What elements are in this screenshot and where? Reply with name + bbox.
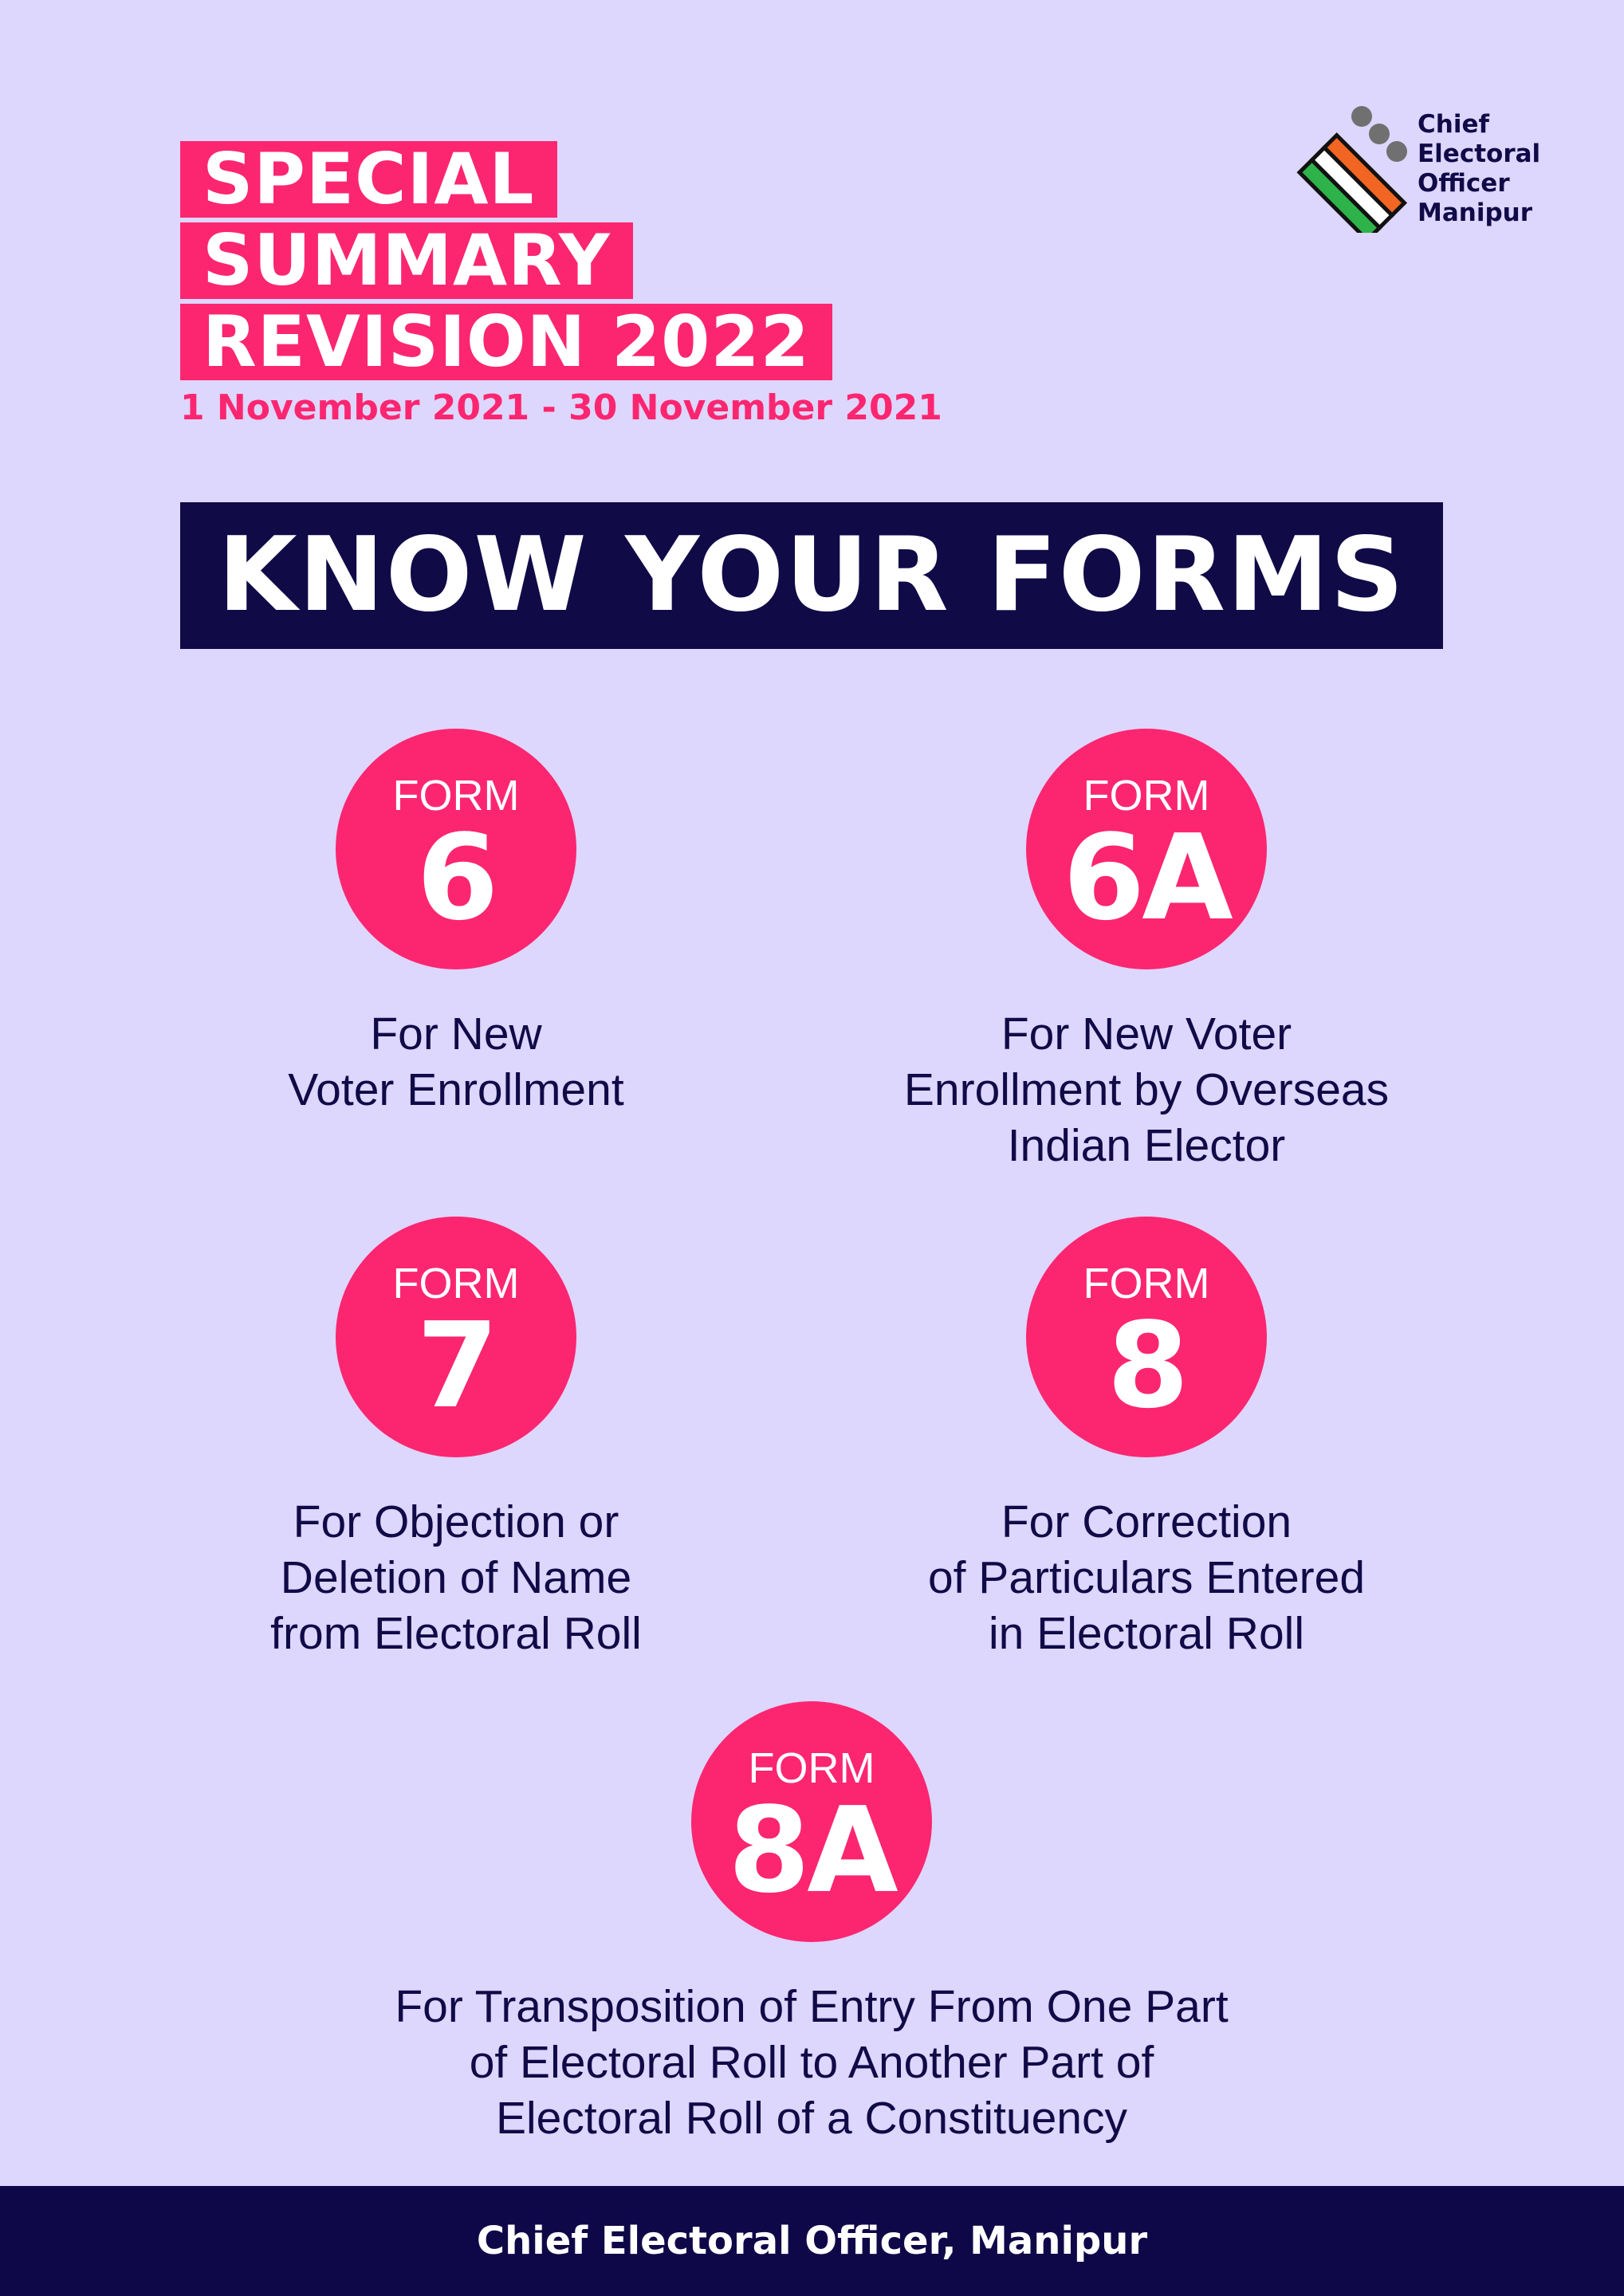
- form-7-card: [177, 1217, 735, 1661]
- description-line: in Electoral Roll: [989, 1608, 1304, 1659]
- description-line: Indian Elector: [1007, 1120, 1286, 1171]
- form-badge: [1026, 1217, 1267, 1457]
- form-number: 6A: [1063, 809, 1230, 946]
- title-line-revision: REVISION 2022: [180, 304, 832, 380]
- form-number: 6: [416, 809, 496, 946]
- form-label: FORM: [1083, 772, 1210, 820]
- form-badge: [336, 729, 576, 969]
- description-line: For Correction: [1001, 1496, 1292, 1547]
- form-badge: [1026, 729, 1267, 969]
- form-8a-card: [333, 1701, 1290, 2146]
- form-number: 8: [1107, 1297, 1186, 1434]
- title-line-special: SPECIAL: [180, 141, 557, 218]
- form-description: [333, 1979, 1290, 2146]
- form-number: 7: [416, 1297, 496, 1434]
- form-description: [867, 1006, 1425, 1174]
- description-line: For Transposition of Entry From One Part: [395, 1981, 1229, 2032]
- description-line: Electoral Roll of a Constituency: [495, 2093, 1128, 2144]
- form-description: [867, 1494, 1425, 1661]
- form-label: FORM: [392, 772, 520, 820]
- logo-text-line: Electoral: [1418, 140, 1541, 168]
- description-line: Deletion of Name: [280, 1552, 632, 1603]
- title-line-summary: SUMMARY: [180, 222, 633, 299]
- description-line: For New Voter: [1001, 1008, 1292, 1060]
- date-range: 1 November 2021 - 30 November 2021: [180, 387, 942, 428]
- form-6a-card: [867, 729, 1425, 1174]
- description-line: For New: [370, 1008, 542, 1060]
- logo-text: [1418, 110, 1540, 228]
- description-line: Enrollment by Overseas: [903, 1064, 1390, 1115]
- form-label: FORM: [392, 1260, 520, 1307]
- form-description: [177, 1006, 735, 1118]
- description-line: For Objection or: [293, 1496, 619, 1547]
- form-label: FORM: [1083, 1260, 1210, 1307]
- form-description: [177, 1494, 735, 1661]
- logo-text-line: Manipur: [1418, 199, 1533, 227]
- form-badge: [336, 1217, 576, 1457]
- description-line: of Particulars Entered: [927, 1552, 1366, 1603]
- ceo-manipur-logo: [1292, 105, 1547, 233]
- logo-text-line: Officer: [1418, 169, 1510, 198]
- form-6-card: [177, 729, 735, 1118]
- description-line: from Electoral Roll: [270, 1608, 642, 1659]
- footer-bar: Chief Electoral Officer, Manipur: [0, 2186, 1624, 2296]
- description-line: Voter Enrollment: [288, 1064, 624, 1115]
- form-badge: [691, 1701, 932, 1942]
- form-label: FORM: [748, 1744, 875, 1792]
- form-number: 8A: [728, 1782, 895, 1919]
- form-8-card: [867, 1217, 1425, 1661]
- voting-finger-tricolor-icon: [1292, 105, 1419, 233]
- description-line: of Electoral Roll to Another Part of: [469, 2037, 1154, 2088]
- headline-banner: KNOW YOUR FORMS: [180, 502, 1443, 649]
- logo-text-line: Chief: [1418, 110, 1489, 139]
